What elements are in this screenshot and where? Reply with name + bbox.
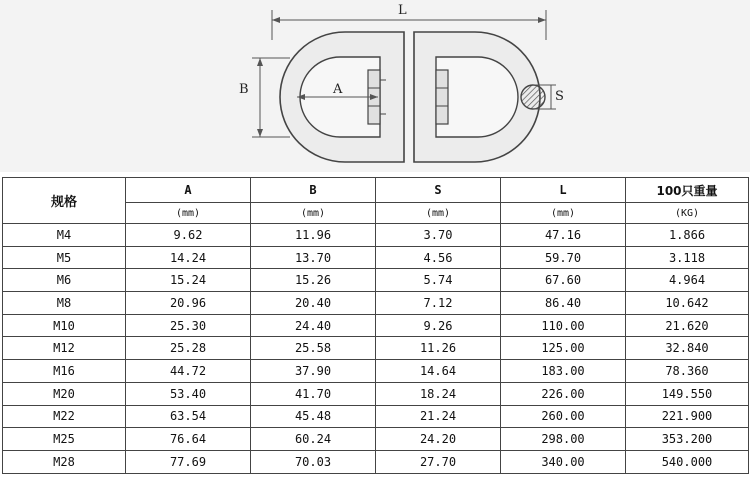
- table-row: [3, 246, 749, 269]
- unit-weight: (KG): [626, 203, 749, 224]
- spec-table-body: [3, 224, 749, 474]
- cell-weight: 149.550: [626, 382, 749, 405]
- table-row: [3, 360, 749, 383]
- cell-a: 9.62: [126, 224, 251, 247]
- spec-table: [2, 177, 749, 474]
- cell-a: 25.30: [126, 314, 251, 337]
- cell-a: 14.24: [126, 246, 251, 269]
- cell-b: 13.70: [251, 246, 376, 269]
- label-a: A: [333, 82, 343, 97]
- unit-b: (mm): [251, 203, 376, 224]
- label-s: S: [555, 89, 564, 104]
- swivel-diagram: [0, 0, 750, 172]
- cell-spec: M4: [3, 224, 126, 247]
- s-cross-section: [521, 85, 545, 109]
- cell-b: 11.96: [251, 224, 376, 247]
- header-spec: 规格: [3, 178, 126, 224]
- right-nut: [436, 70, 448, 124]
- cell-b: 41.70: [251, 382, 376, 405]
- table-row: [3, 337, 749, 360]
- table-row: [3, 224, 749, 247]
- cell-spec: M28: [3, 450, 126, 473]
- table-row: [3, 314, 749, 337]
- cell-weight: 1.866: [626, 224, 749, 247]
- header-weight: 100只重量: [626, 178, 749, 203]
- cell-weight: 78.360: [626, 360, 749, 383]
- cell-weight: 540.000: [626, 450, 749, 473]
- table-row: [3, 428, 749, 451]
- cell-spec: M6: [3, 269, 126, 292]
- header-l: L: [501, 178, 626, 203]
- cell-spec: M12: [3, 337, 126, 360]
- cell-s: 27.70: [376, 450, 501, 473]
- cell-s: 7.12: [376, 292, 501, 315]
- cell-l: 47.16: [501, 224, 626, 247]
- cell-l: 226.00: [501, 382, 626, 405]
- cell-s: 3.70: [376, 224, 501, 247]
- cell-l: 59.70: [501, 246, 626, 269]
- cell-weight: 32.840: [626, 337, 749, 360]
- label-b: B: [239, 82, 249, 97]
- cell-spec: M16: [3, 360, 126, 383]
- cell-l: 86.40: [501, 292, 626, 315]
- cell-a: 15.24: [126, 269, 251, 292]
- table-row: [3, 269, 749, 292]
- cell-s: 14.64: [376, 360, 501, 383]
- header-a: A: [126, 178, 251, 203]
- cell-weight: 4.964: [626, 269, 749, 292]
- cell-b: 37.90: [251, 360, 376, 383]
- cell-l: 67.60: [501, 269, 626, 292]
- table-row: [3, 382, 749, 405]
- cell-a: 63.54: [126, 405, 251, 428]
- cell-s: 18.24: [376, 382, 501, 405]
- header-s: S: [376, 178, 501, 203]
- cell-b: 70.03: [251, 450, 376, 473]
- cell-l: 110.00: [501, 314, 626, 337]
- cell-b: 20.40: [251, 292, 376, 315]
- cell-weight: 3.118: [626, 246, 749, 269]
- cell-weight: 21.620: [626, 314, 749, 337]
- table-row: [3, 450, 749, 473]
- cell-b: 25.58: [251, 337, 376, 360]
- table-row: [3, 292, 749, 315]
- cell-b: 45.48: [251, 405, 376, 428]
- cell-a: 25.28: [126, 337, 251, 360]
- cell-l: 183.00: [501, 360, 626, 383]
- cell-spec: M22: [3, 405, 126, 428]
- cell-b: 15.26: [251, 269, 376, 292]
- cell-b: 60.24: [251, 428, 376, 451]
- label-l: L: [398, 3, 407, 18]
- header-b: B: [251, 178, 376, 203]
- cell-a: 76.64: [126, 428, 251, 451]
- cell-a: 77.69: [126, 450, 251, 473]
- cell-weight: 10.642: [626, 292, 749, 315]
- cell-spec: M20: [3, 382, 126, 405]
- cell-s: 24.20: [376, 428, 501, 451]
- spec-table-wrap: [2, 177, 748, 474]
- cell-b: 24.40: [251, 314, 376, 337]
- cell-spec: M10: [3, 314, 126, 337]
- swivel-drawing: [0, 0, 750, 172]
- cell-s: 4.56: [376, 246, 501, 269]
- cell-a: 20.96: [126, 292, 251, 315]
- cell-l: 298.00: [501, 428, 626, 451]
- cell-weight: 353.200: [626, 428, 749, 451]
- cell-s: 11.26: [376, 337, 501, 360]
- cell-spec: M8: [3, 292, 126, 315]
- table-row: [3, 405, 749, 428]
- cell-spec: M25: [3, 428, 126, 451]
- cell-l: 340.00: [501, 450, 626, 473]
- unit-a: (mm): [126, 203, 251, 224]
- cell-spec: M5: [3, 246, 126, 269]
- unit-l: (mm): [501, 203, 626, 224]
- cell-a: 44.72: [126, 360, 251, 383]
- cell-s: 9.26: [376, 314, 501, 337]
- cell-l: 260.00: [501, 405, 626, 428]
- cell-s: 21.24: [376, 405, 501, 428]
- unit-s: (mm): [376, 203, 501, 224]
- cell-s: 5.74: [376, 269, 501, 292]
- cell-l: 125.00: [501, 337, 626, 360]
- cell-a: 53.40: [126, 382, 251, 405]
- cell-weight: 221.900: [626, 405, 749, 428]
